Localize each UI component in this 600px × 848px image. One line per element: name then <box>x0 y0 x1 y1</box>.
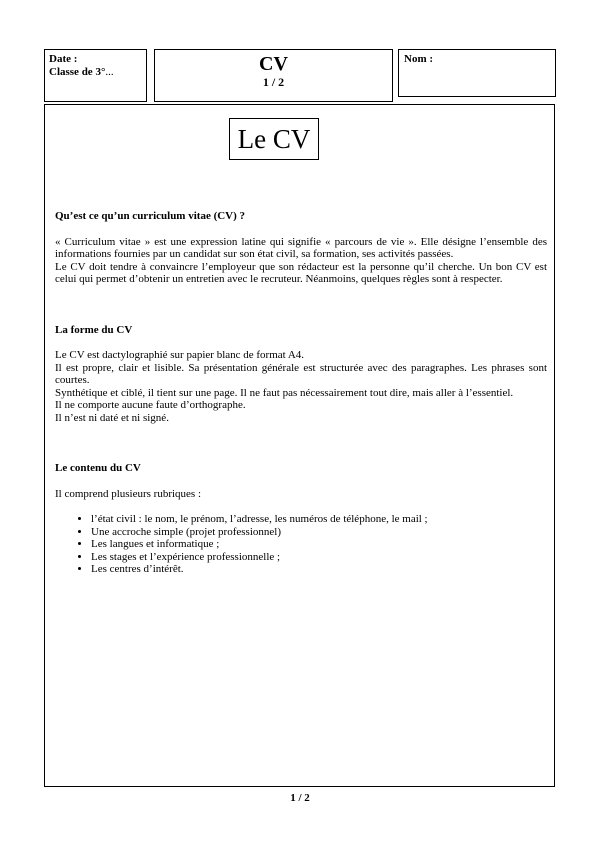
definition-paragraph-2: Le CV doit tendre à convaincre l’employeur que son rédacteur est la personne qu’il cherche. Un bon CV est celui qui permet d’obtenir un entretien avec le recruteur. Néanmoins, quelques règles sont à respecter. <box>55 260 547 285</box>
content-intro: Il comprend plusieurs rubriques : <box>55 487 202 500</box>
header-title: CV <box>259 53 288 75</box>
class-text: Classe de 3° <box>49 66 106 78</box>
class-label <box>49 66 142 79</box>
header-page: 1 / 2 <box>262 75 285 89</box>
list-item: • l’état civil : le nom, le prénom, l’adresse, les numéros de téléphone, le mail ; <box>91 513 547 526</box>
main-content-frame <box>44 104 555 787</box>
page-footer: 1 / 2 <box>290 792 310 804</box>
header-title-box <box>154 49 393 102</box>
document-body <box>55 210 547 576</box>
form-line: Il n’est ni daté et ni signé. <box>55 411 169 424</box>
form-line: Il est propre, clair et lisible. Sa présentation générale est structurée avec des paragraphes. Les phrases sont courtes. <box>55 361 547 386</box>
list-item: • Les centres d’intérêt. <box>91 563 547 576</box>
date-label: Date : <box>49 53 78 65</box>
list-item: • Les langues et informatique ; <box>91 538 547 551</box>
class-dots: ... <box>105 66 114 78</box>
section-heading-definition: Qu’est ce qu’un curriculum vitae (CV) ? <box>55 210 246 222</box>
list-item: • Les stages et l’expérience professionnelle ; <box>91 551 547 564</box>
definition-paragraph-1: « Curriculum vitae » est une expression latine qui signifie « parcours de vie ». Elle désigne l’ensemble des informations fournies par un candidat sur son état civil, sa formation, ses activités passées. <box>55 235 547 260</box>
form-line: Le CV est dactylographié sur papier blanc de format A4. <box>55 349 305 361</box>
name-label: Nom : <box>404 53 434 65</box>
section-heading-form: La forme du CV <box>55 323 133 336</box>
document-title: Le CV <box>229 118 319 160</box>
header-date-class-box <box>44 49 147 102</box>
section-heading-content: Le contenu du CV <box>55 462 141 474</box>
header-name-box <box>398 49 556 97</box>
list-item: • Une accroche simple (projet professionnel) <box>91 526 547 539</box>
form-line: Il ne comporte aucune faute d’orthographe. <box>55 399 246 411</box>
content-list <box>55 513 547 576</box>
form-line: Synthétique et ciblé, il tient sur une page. Il ne faut pas nécessairement tout dire, mais aller à l’essentiel. <box>55 386 514 399</box>
